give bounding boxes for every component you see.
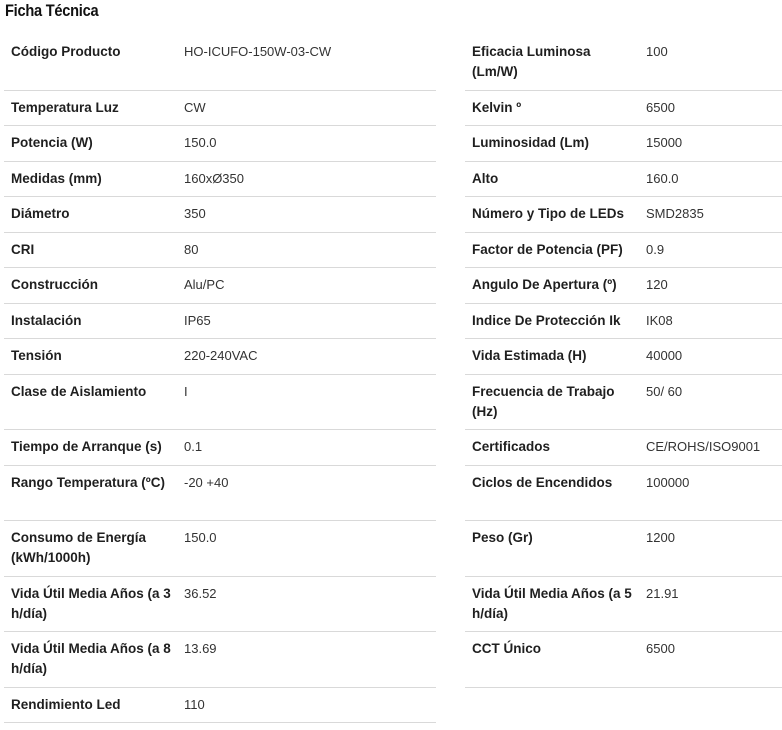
table-row — [4, 375, 436, 431]
spec-label: CRI — [11, 241, 35, 257]
spec-label: Tiempo de Arranque (s) — [11, 439, 162, 454]
table-row — [465, 233, 782, 269]
table-row — [465, 304, 782, 340]
table-row — [4, 233, 436, 269]
table-row — [4, 688, 436, 724]
spec-label: Vida Útil Media Años (a 3 h/día) — [11, 585, 171, 621]
table-row — [4, 339, 436, 375]
spec-value: 150.0 — [184, 135, 217, 150]
spec-label: Factor de Potencia (PF) — [472, 241, 623, 257]
spec-value: 15000 — [646, 135, 683, 150]
spec-value: 150.0 — [184, 530, 217, 545]
spec-value: -20 +40 — [184, 474, 229, 490]
spec-value: 6500 — [646, 641, 675, 656]
spec-value: 160xØ350 — [184, 170, 244, 186]
table-row — [4, 35, 436, 91]
spec-table-left — [4, 35, 436, 723]
table-row — [465, 632, 782, 688]
spec-value: 1200 — [646, 530, 675, 545]
spec-value: 6500 — [646, 99, 675, 115]
spec-label: Medidas (mm) — [11, 170, 102, 186]
spec-value: 100000 — [646, 474, 690, 490]
table-row — [4, 577, 436, 633]
table-row — [465, 466, 782, 522]
spec-label: Clase de Aislamiento — [11, 383, 147, 399]
table-row — [4, 466, 436, 522]
spec-label: Indice De Protección Ik — [472, 312, 621, 328]
spec-value: IP65 — [184, 312, 211, 328]
table-row — [465, 197, 782, 233]
spec-value: CE/ROHS/ISO9001 — [646, 439, 761, 454]
table-row — [465, 430, 782, 466]
table-row — [465, 375, 782, 431]
spec-value: 350 — [184, 206, 206, 221]
table-row — [465, 35, 782, 91]
spec-value: Alu/PC — [184, 277, 225, 292]
table-row — [4, 126, 436, 162]
spec-value: HO-ICUFO-150W-03-CW — [184, 44, 332, 59]
table-row — [465, 339, 782, 375]
table-row — [4, 632, 436, 688]
spec-label: Tensión — [11, 348, 62, 363]
spec-value: 40000 — [646, 348, 683, 363]
spec-label: Vida Útil Media Años (a 8 h/día) — [11, 641, 171, 676]
table-row — [4, 197, 436, 233]
table-row — [465, 91, 782, 127]
spec-label: Vida Estimada (H) — [472, 348, 587, 363]
spec-value: 13.69 — [184, 641, 217, 656]
spec-label: Rango Temperatura (ºC) — [11, 474, 165, 490]
table-row — [465, 268, 782, 304]
spec-value: 21.91 — [646, 585, 679, 601]
spec-value: 50/ 60 — [646, 383, 683, 399]
spec-value: IK08 — [646, 312, 673, 328]
spec-label: Angulo De Apertura (º) — [472, 277, 617, 292]
table-row — [465, 162, 782, 198]
spec-label: Diámetro — [11, 206, 70, 221]
spec-label: Consumo de Energía (kWh/1000h) — [11, 530, 147, 565]
spec-label: Ciclos de Encendidos — [472, 474, 613, 490]
table-row — [465, 577, 782, 633]
table-row — [465, 521, 782, 577]
table-row — [4, 162, 436, 198]
spec-label: Código Producto — [11, 44, 121, 59]
spec-label: Potencia (W) — [11, 135, 93, 150]
spec-value: 120 — [646, 277, 668, 292]
table-row — [4, 268, 436, 304]
spec-label: Vida Útil Media Años (a 5 h/día) — [472, 585, 632, 621]
table-row — [4, 91, 436, 127]
table-row — [4, 521, 436, 577]
spec-label: Alto — [472, 170, 499, 186]
spec-value: CW — [184, 99, 206, 115]
table-row — [465, 126, 782, 162]
spec-label: Certificados — [472, 439, 551, 454]
spec-value: 100 — [646, 44, 668, 59]
spec-value: 110 — [184, 696, 205, 712]
spec-label: Peso (Gr) — [472, 530, 533, 545]
spec-label: Rendimiento Led — [11, 696, 121, 712]
spec-table-right — [465, 35, 782, 688]
spec-label: Número y Tipo de LEDs — [472, 206, 625, 221]
spec-label: Instalación — [11, 312, 82, 328]
spec-label: Eficacia Luminosa (Lm/W) — [472, 44, 591, 79]
spec-label: Construcción — [11, 277, 99, 292]
spec-label: Frecuencia de Trabajo (Hz) — [472, 383, 615, 419]
table-row — [4, 430, 436, 466]
spec-label: CCT Único — [472, 641, 541, 656]
spec-value: 36.52 — [184, 585, 217, 601]
spec-value: 0.1 — [184, 439, 203, 454]
spec-value: 80 — [184, 241, 199, 257]
spec-label: Luminosidad (Lm) — [472, 135, 589, 150]
page-title: Ficha Técnica — [5, 1, 99, 20]
spec-value: SMD2835 — [646, 206, 704, 221]
table-row — [4, 304, 436, 340]
spec-label: Temperatura Luz — [11, 99, 119, 115]
spec-value: 220-240VAC — [184, 348, 258, 363]
spec-value: I — [184, 383, 188, 399]
spec-label: Kelvin º — [472, 99, 522, 115]
spec-value: 160.0 — [646, 170, 679, 186]
spec-value: 0.9 — [646, 241, 665, 257]
